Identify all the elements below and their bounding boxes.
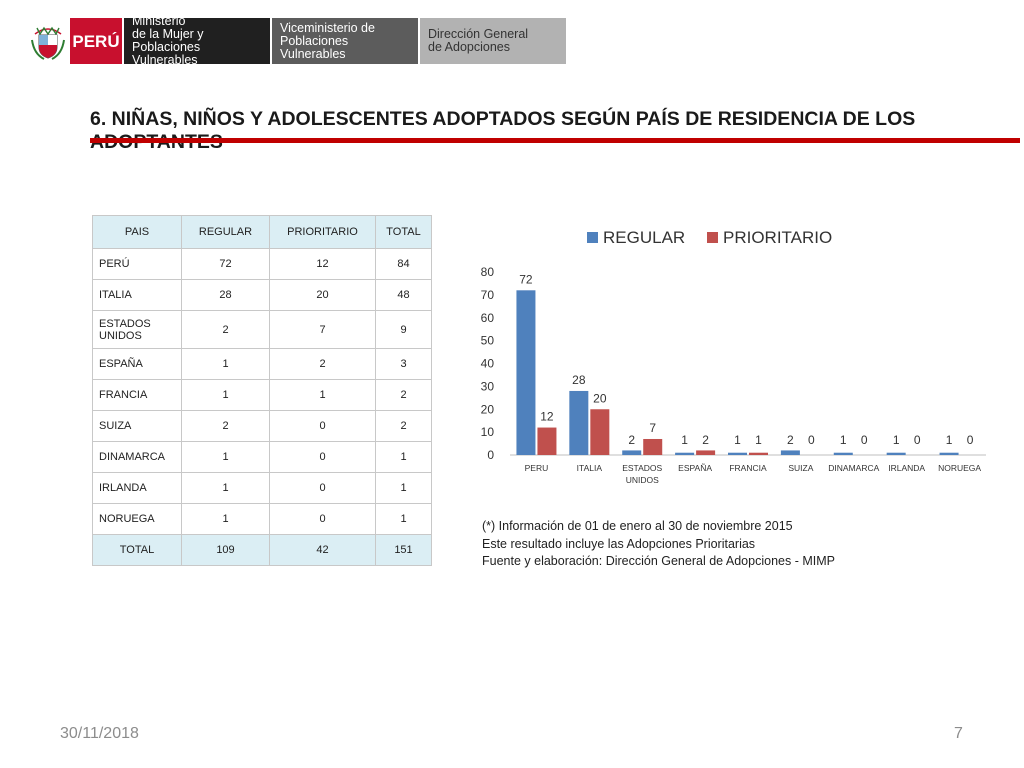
cell-total: 48 bbox=[376, 280, 432, 311]
y-tick-label: 20 bbox=[480, 402, 494, 417]
bar-regular-2 bbox=[622, 450, 641, 455]
table-row bbox=[93, 380, 432, 411]
header-banner bbox=[26, 14, 566, 67]
data-label: 12 bbox=[540, 409, 554, 424]
cell-regular: 1 bbox=[182, 349, 270, 380]
cell-regular: 1 bbox=[182, 380, 270, 411]
table-row bbox=[93, 504, 432, 535]
data-label: 1 bbox=[734, 433, 741, 447]
cell-prioritario: 0 bbox=[270, 504, 376, 535]
cell-prioritario: 0 bbox=[270, 442, 376, 473]
table-row bbox=[93, 280, 432, 311]
cell-regular: 109 bbox=[182, 535, 270, 566]
table-row bbox=[93, 311, 432, 349]
adoptions-table bbox=[92, 215, 432, 566]
header-prioritario: PRIORITARIO bbox=[270, 216, 376, 249]
page-number: 7 bbox=[954, 725, 963, 742]
cell-total: 1 bbox=[376, 504, 432, 535]
data-label: 0 bbox=[860, 433, 868, 447]
y-tick-label: 30 bbox=[480, 379, 494, 394]
cell-country: DINAMARCA bbox=[93, 442, 182, 473]
bar-regular-0 bbox=[516, 290, 535, 455]
legend-swatch-regular bbox=[587, 232, 598, 243]
cell-regular: 1 bbox=[182, 504, 270, 535]
cell-prioritario: 2 bbox=[270, 349, 376, 380]
header-pais: PAIS bbox=[93, 216, 182, 249]
bar-regular-4 bbox=[728, 453, 747, 455]
bar-regular-3 bbox=[675, 453, 694, 455]
adoptions-bar-chart bbox=[474, 220, 994, 490]
cell-country: PERÚ bbox=[93, 249, 182, 280]
cell-prioritario: 42 bbox=[270, 535, 376, 566]
x-tick-label: ESTADOS bbox=[622, 463, 663, 473]
table-header-row bbox=[93, 216, 432, 249]
x-tick-label: PERU bbox=[524, 463, 549, 473]
cell-regular: 2 bbox=[182, 411, 270, 442]
data-label: 1 bbox=[892, 433, 900, 447]
y-tick-label: 0 bbox=[487, 448, 494, 462]
data-label: 2 bbox=[787, 433, 794, 447]
data-label: 0 bbox=[913, 433, 921, 447]
ministry-badge: Ministerio de la Mujer y Poblaciones Vulnerables bbox=[124, 18, 270, 64]
data-label: 2 bbox=[702, 433, 709, 447]
cell-regular: 2 bbox=[182, 311, 270, 349]
table-row bbox=[93, 349, 432, 380]
y-tick-label: 40 bbox=[480, 356, 494, 371]
title-underline bbox=[90, 138, 1020, 143]
cell-total: 1 bbox=[376, 473, 432, 504]
cell-total: 2 bbox=[376, 411, 432, 442]
table-row bbox=[93, 473, 432, 504]
y-tick-label: 10 bbox=[480, 425, 494, 440]
bar-regular-8 bbox=[940, 453, 959, 455]
cell-total-label: TOTAL bbox=[93, 535, 182, 566]
x-tick-label: ESPAÑA bbox=[678, 463, 713, 473]
peru-coat-of-arms-icon bbox=[26, 18, 70, 64]
table-row bbox=[93, 249, 432, 280]
cell-country: ESPAÑA bbox=[93, 349, 182, 380]
cell-regular: 1 bbox=[182, 473, 270, 504]
data-label: 20 bbox=[593, 391, 607, 406]
cell-total: 84 bbox=[376, 249, 432, 280]
cell-country: ITALIA bbox=[93, 280, 182, 311]
x-tick-label: UNIDOS bbox=[625, 475, 659, 485]
vice-ministry-badge: Viceministerio de Poblaciones Vulnerables bbox=[272, 18, 418, 64]
cell-country: SUIZA bbox=[93, 411, 182, 442]
cell-country: NORUEGA bbox=[93, 504, 182, 535]
data-label: 0 bbox=[808, 433, 815, 447]
note-line: (*) Información de 01 de enero al 30 de noviembre 2015 bbox=[482, 519, 793, 533]
cell-total: 3 bbox=[376, 349, 432, 380]
note-line: Este resultado incluye las Adopciones Prioritarias bbox=[482, 536, 756, 551]
x-tick-label: NORUEGA bbox=[938, 463, 982, 473]
data-label: 2 bbox=[628, 433, 636, 447]
table-total-row bbox=[93, 535, 432, 566]
legend-label-prioritario: PRIORITARIO bbox=[723, 228, 833, 247]
bar-prioritario-4 bbox=[749, 453, 768, 455]
cell-prioritario: 20 bbox=[270, 280, 376, 311]
cell-total: 9 bbox=[376, 311, 432, 349]
y-tick-label: 50 bbox=[480, 333, 494, 348]
x-tick-label: ITALIA bbox=[576, 463, 603, 473]
data-label: 1 bbox=[945, 433, 953, 447]
page-title: 6. NIÑAS, NIÑOS Y ADOLESCENTES ADOPTADOS SEGÚN PAÍS DE RESIDENCIA DE LOS bbox=[90, 108, 916, 130]
x-tick-label: SUIZA bbox=[788, 463, 814, 473]
cell-prioritario: 0 bbox=[270, 411, 376, 442]
table-row bbox=[93, 411, 432, 442]
bar-prioritario-0 bbox=[537, 428, 556, 455]
y-tick-label: 80 bbox=[480, 265, 494, 279]
header-regular: REGULAR bbox=[182, 216, 270, 249]
cell-prioritario: 1 bbox=[270, 380, 376, 411]
cell-prioritario: 0 bbox=[270, 473, 376, 504]
cell-regular: 1 bbox=[182, 442, 270, 473]
bar-regular-1 bbox=[569, 391, 588, 455]
cell-total: 151 bbox=[376, 535, 432, 566]
footer-date: 30/11/2018 bbox=[60, 725, 139, 742]
data-label: 0 bbox=[966, 433, 974, 447]
x-tick-label: DINAMARCA bbox=[828, 463, 880, 473]
cell-regular: 72 bbox=[182, 249, 270, 280]
peru-badge: PERÚ bbox=[70, 18, 122, 64]
data-label: 1 bbox=[755, 433, 762, 447]
data-label: 7 bbox=[649, 420, 657, 435]
legend-label-regular: REGULAR bbox=[603, 228, 686, 247]
bar-regular-6 bbox=[834, 453, 853, 455]
direction-badge: Dirección General de Adopciones bbox=[420, 18, 566, 64]
y-tick-label: 60 bbox=[480, 310, 494, 325]
x-tick-label: FRANCIA bbox=[729, 463, 767, 473]
bar-prioritario-1 bbox=[590, 409, 609, 455]
cell-prioritario: 12 bbox=[270, 249, 376, 280]
header-total: TOTAL bbox=[376, 216, 432, 249]
cell-regular: 28 bbox=[182, 280, 270, 311]
bar-prioritario-3 bbox=[696, 450, 715, 455]
y-tick-label: 70 bbox=[480, 287, 494, 302]
data-label: 1 bbox=[681, 433, 688, 447]
cell-prioritario: 7 bbox=[270, 311, 376, 349]
data-label: 28 bbox=[572, 372, 586, 387]
data-label: 1 bbox=[839, 433, 847, 447]
cell-total: 1 bbox=[376, 442, 432, 473]
data-label: 72 bbox=[519, 272, 533, 287]
bar-regular-5 bbox=[781, 450, 800, 455]
cell-total: 2 bbox=[376, 380, 432, 411]
chart-notes bbox=[482, 518, 835, 571]
x-tick-label: IRLANDA bbox=[888, 463, 926, 473]
note-line: Fuente y elaboración: Dirección General de Adopciones - MIMP bbox=[482, 554, 835, 568]
legend-swatch-prioritario bbox=[707, 232, 718, 243]
cell-country: FRANCIA bbox=[93, 380, 182, 411]
bar-prioritario-2 bbox=[643, 439, 662, 455]
cell-country: ESTADOS UNIDOS bbox=[93, 311, 182, 349]
cell-country: IRLANDA bbox=[93, 473, 182, 504]
bar-regular-7 bbox=[887, 453, 906, 455]
table-row bbox=[93, 442, 432, 473]
